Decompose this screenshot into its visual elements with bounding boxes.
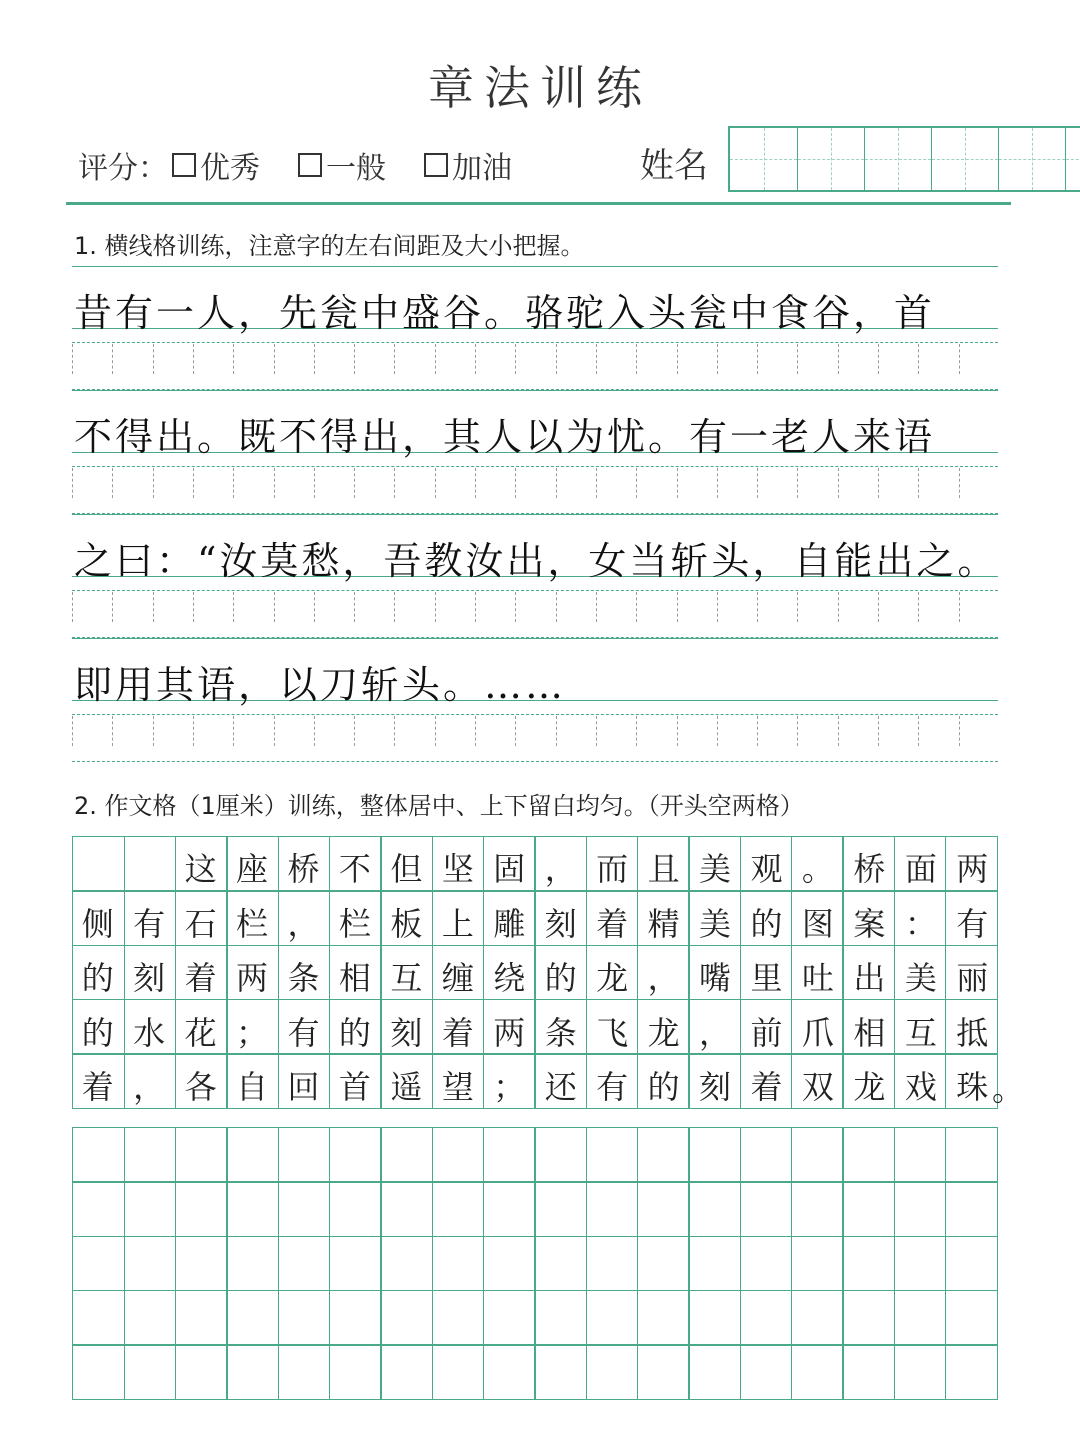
grid-character: 固 bbox=[493, 850, 526, 888]
grid-character: 有 bbox=[133, 904, 166, 943]
grid-column-line bbox=[842, 1128, 844, 1399]
spacing-tick bbox=[515, 468, 516, 498]
spacing-tick bbox=[314, 344, 315, 374]
grid-character: 上 bbox=[441, 904, 474, 943]
section2-heading: 2. 作文格（1厘米）训练，整体居中、上下留白均匀。（开头空两格） bbox=[74, 792, 804, 820]
grid-character: 飞 bbox=[596, 1013, 629, 1052]
spacing-tick bbox=[596, 344, 597, 374]
spacing-tick bbox=[556, 592, 557, 622]
grid-column-line bbox=[791, 1128, 793, 1399]
spacing-tick bbox=[757, 592, 758, 622]
lined-text-line: 不得出。既不得出，其人以为忧。有一老人来语 bbox=[74, 415, 936, 459]
grid-character: 石 bbox=[184, 904, 217, 943]
grid-character: 嘴 bbox=[699, 959, 732, 998]
spacing-tick bbox=[314, 716, 315, 746]
grid-character: 龙 bbox=[647, 1013, 680, 1052]
spacing-tick bbox=[797, 592, 798, 622]
grid-character: 的 bbox=[647, 1068, 680, 1107]
spacing-tick bbox=[394, 716, 395, 746]
spacing-tick bbox=[918, 468, 919, 498]
rating-option-label: 加油 bbox=[452, 151, 512, 186]
checkbox-excellent[interactable] bbox=[172, 153, 196, 177]
spacing-tick bbox=[193, 344, 194, 374]
grid-row-line bbox=[73, 1181, 997, 1183]
grid-row-line bbox=[73, 890, 997, 892]
spacing-tick bbox=[838, 592, 839, 622]
spacing-tick bbox=[757, 344, 758, 374]
grid-character: 回 bbox=[287, 1068, 320, 1107]
rating-row bbox=[78, 140, 550, 190]
grid-character: 刻 bbox=[544, 904, 577, 943]
guide-line-solid bbox=[72, 514, 998, 515]
spacing-tick bbox=[475, 468, 476, 498]
grid-column-line bbox=[637, 1128, 639, 1399]
spacing-tick bbox=[515, 716, 516, 746]
grid-character: 条 bbox=[287, 959, 320, 998]
section1-heading: 1. 横线格训练，注意字的左右间距及大小把握。 bbox=[74, 232, 585, 260]
grid-character: 绕 bbox=[493, 959, 526, 998]
rating-option-label: 一般 bbox=[326, 151, 386, 186]
grid-character: ， bbox=[699, 1013, 732, 1052]
name-cell[interactable] bbox=[797, 128, 864, 190]
grid-character: 桥 bbox=[287, 850, 320, 888]
grid-character: 双 bbox=[801, 1068, 834, 1107]
spacing-tick bbox=[394, 592, 395, 622]
spacing-tick bbox=[475, 716, 476, 746]
grid-column-line bbox=[380, 1128, 382, 1399]
spacing-tick bbox=[153, 592, 154, 622]
spacing-tick bbox=[274, 716, 275, 746]
spacing-tick bbox=[838, 344, 839, 374]
spacing-tick bbox=[636, 344, 637, 374]
grid-character: 出 bbox=[853, 959, 886, 998]
name-cell[interactable] bbox=[1065, 128, 1080, 190]
checkbox-try-harder[interactable] bbox=[424, 153, 448, 177]
header-divider bbox=[66, 202, 1011, 205]
grid-character: 案 bbox=[853, 904, 886, 943]
spacing-tick bbox=[556, 468, 557, 498]
rating-label: 评分： bbox=[78, 151, 168, 186]
grid-character: 水 bbox=[133, 1013, 166, 1052]
grid-character: 面 bbox=[904, 850, 937, 888]
spacing-tick bbox=[838, 468, 839, 498]
spacing-tick bbox=[959, 592, 960, 622]
grid-character: 桥 bbox=[853, 850, 886, 888]
spacing-tick bbox=[717, 344, 718, 374]
name-cell[interactable] bbox=[998, 128, 1065, 190]
spacing-tick bbox=[596, 592, 597, 622]
grid-character: 板 bbox=[390, 904, 423, 943]
grid-character: 的 bbox=[544, 959, 577, 998]
spacing-tick bbox=[797, 468, 798, 498]
spacing-tick bbox=[717, 716, 718, 746]
grid-character: 抵 bbox=[956, 1013, 989, 1052]
spacing-tick bbox=[959, 716, 960, 746]
grid-character: 栏 bbox=[338, 904, 371, 943]
grid-character: 着 bbox=[596, 904, 629, 943]
grid-character: 栏 bbox=[236, 904, 269, 943]
grid-character: ， bbox=[647, 959, 680, 998]
spacing-tick bbox=[112, 592, 113, 622]
grid-character: ， bbox=[544, 850, 577, 888]
grid-character: 座 bbox=[236, 850, 269, 888]
grid-character: 望 bbox=[441, 1068, 474, 1107]
grid-character: 而 bbox=[596, 850, 629, 888]
spacing-tick bbox=[878, 592, 879, 622]
guide-line-solid bbox=[72, 390, 998, 391]
spacing-tick bbox=[435, 592, 436, 622]
spacing-tick bbox=[596, 468, 597, 498]
checkbox-average[interactable] bbox=[298, 153, 322, 177]
spacing-tick bbox=[435, 468, 436, 498]
spacing-tick bbox=[475, 592, 476, 622]
grid-character: 吐 bbox=[801, 959, 834, 998]
spacing-tick bbox=[435, 344, 436, 374]
spacing-tick bbox=[636, 716, 637, 746]
grid-row-line bbox=[73, 1290, 997, 1292]
grid-character: 刻 bbox=[390, 1013, 423, 1052]
grid-character: 互 bbox=[390, 959, 423, 998]
grid-character: 两 bbox=[236, 959, 269, 998]
grid-character: 着 bbox=[750, 1068, 783, 1107]
spacing-tick bbox=[233, 592, 234, 622]
grid-character: 相 bbox=[853, 1013, 886, 1052]
spacing-tick bbox=[878, 716, 879, 746]
grid-character: 着 bbox=[81, 1068, 114, 1107]
spacing-tick bbox=[354, 592, 355, 622]
grid-character: 相 bbox=[338, 959, 371, 998]
spacing-tick bbox=[475, 344, 476, 374]
grid-character: 龙 bbox=[853, 1068, 886, 1107]
grid-character: 且 bbox=[647, 850, 680, 888]
guide-line-dashed bbox=[72, 466, 998, 467]
spacing-tick bbox=[274, 468, 275, 498]
spacing-tick bbox=[233, 344, 234, 374]
name-label: 姓名 bbox=[640, 146, 708, 186]
spacing-tick bbox=[757, 468, 758, 498]
grid-character: 美 bbox=[904, 959, 937, 998]
spacing-tick bbox=[72, 592, 73, 622]
grid-character: 自 bbox=[236, 1068, 269, 1107]
rating-option-excellent[interactable] bbox=[172, 143, 260, 187]
grid-character: 两 bbox=[493, 1013, 526, 1052]
spacing-tick bbox=[918, 716, 919, 746]
spacing-tick bbox=[233, 468, 234, 498]
grid-character: 遥 bbox=[390, 1068, 423, 1107]
grid-character: 着 bbox=[184, 959, 217, 998]
spacing-tick bbox=[153, 344, 154, 374]
spacing-tick bbox=[193, 716, 194, 746]
grid-character: 。 bbox=[801, 850, 834, 888]
grid-character: 龙 bbox=[596, 959, 629, 998]
spacing-tick bbox=[314, 592, 315, 622]
grid-column-line bbox=[688, 1128, 690, 1399]
grid-column-line bbox=[586, 1128, 588, 1399]
spacing-tick bbox=[354, 716, 355, 746]
grid-character: 美 bbox=[699, 850, 732, 888]
guide-line-solid bbox=[72, 638, 998, 639]
grid-column-line bbox=[740, 1128, 742, 1399]
spacing-tick bbox=[797, 344, 798, 374]
grid-row-line bbox=[73, 945, 997, 947]
grid-row-line bbox=[73, 1344, 997, 1346]
grid-column-line bbox=[124, 1128, 126, 1399]
spacing-tick bbox=[72, 468, 73, 498]
lined-text-line: 之曰：“汝莫愁，吾教汝出，女当斩头，自能出之。 bbox=[74, 539, 999, 583]
spacing-tick bbox=[717, 468, 718, 498]
spacing-tick bbox=[72, 716, 73, 746]
spacing-tick bbox=[636, 468, 637, 498]
grid-column-line bbox=[329, 1128, 331, 1399]
grid-column-line bbox=[278, 1128, 280, 1399]
grid-character: 有 bbox=[287, 1013, 320, 1052]
composition-blank-grid[interactable] bbox=[72, 1127, 998, 1400]
grid-character: ： bbox=[904, 904, 937, 943]
grid-column-line bbox=[945, 1128, 947, 1399]
name-cell[interactable] bbox=[730, 128, 797, 190]
grid-character: 图 bbox=[801, 904, 834, 943]
grid-character: 但 bbox=[390, 850, 423, 888]
spacing-tick bbox=[878, 468, 879, 498]
grid-character: 着 bbox=[441, 1013, 474, 1052]
grid-character: 刻 bbox=[133, 959, 166, 998]
grid-character: 首 bbox=[338, 1068, 371, 1107]
guide-line-dashed bbox=[72, 761, 998, 762]
spacing-tick bbox=[193, 592, 194, 622]
grid-character: 互 bbox=[904, 1013, 937, 1052]
spacing-tick bbox=[394, 344, 395, 374]
grid-character: 两 bbox=[956, 850, 989, 888]
grid-character: 的 bbox=[750, 904, 783, 943]
grid-character: 花 bbox=[184, 1013, 217, 1052]
grid-character: 戏 bbox=[904, 1068, 937, 1107]
spacing-tick bbox=[677, 468, 678, 498]
spacing-tick bbox=[959, 344, 960, 374]
guide-line-dashed bbox=[72, 342, 998, 343]
spacing-tick bbox=[314, 468, 315, 498]
spacing-tick bbox=[274, 344, 275, 374]
lined-text-line: 昔有一人，先瓮中盛谷。骆驼入头瓮中食谷，首 bbox=[74, 291, 936, 335]
spacing-tick bbox=[677, 716, 678, 746]
spacing-tick bbox=[72, 344, 73, 374]
grid-character: 的 bbox=[81, 959, 114, 998]
spacing-tick bbox=[677, 592, 678, 622]
spacing-tick bbox=[233, 716, 234, 746]
name-cell[interactable] bbox=[931, 128, 998, 190]
spacing-tick bbox=[677, 344, 678, 374]
grid-character: 缠 bbox=[441, 959, 474, 998]
grid-character: 的 bbox=[338, 1013, 371, 1052]
spacing-tick bbox=[918, 344, 919, 374]
spacing-tick bbox=[556, 716, 557, 746]
spacing-tick bbox=[112, 716, 113, 746]
spacing-tick bbox=[515, 344, 516, 374]
grid-column-line bbox=[226, 1128, 228, 1399]
spacing-tick bbox=[354, 468, 355, 498]
guide-line-dashed bbox=[72, 714, 998, 715]
grid-character: 刻 bbox=[699, 1068, 732, 1107]
grid-character: ； bbox=[493, 1068, 526, 1107]
grid-character: ， bbox=[133, 1068, 166, 1107]
rating-option-label: 优秀 bbox=[200, 151, 260, 186]
spacing-tick bbox=[112, 344, 113, 374]
grid-character: 这 bbox=[184, 850, 217, 888]
page-title: 章法训练 bbox=[428, 61, 652, 115]
grid-character: 有 bbox=[596, 1068, 629, 1107]
grid-character: 观 bbox=[750, 850, 783, 888]
spacing-tick bbox=[274, 592, 275, 622]
guide-line-solid bbox=[72, 266, 998, 267]
grid-character: 的 bbox=[81, 1013, 114, 1052]
spacing-tick bbox=[193, 468, 194, 498]
name-grid[interactable] bbox=[728, 126, 1080, 192]
rating-option-try-harder[interactable] bbox=[424, 143, 512, 187]
spacing-tick bbox=[717, 592, 718, 622]
grid-character: 雕 bbox=[493, 904, 526, 943]
lined-text-line: 即用其语，以刀斩头。…… bbox=[74, 663, 567, 707]
spacing-tick bbox=[878, 344, 879, 374]
spacing-tick bbox=[596, 716, 597, 746]
spacing-tick bbox=[435, 716, 436, 746]
grid-character: 爪 bbox=[801, 1013, 834, 1052]
grid-character: 各 bbox=[184, 1068, 217, 1107]
grid-column-line bbox=[894, 1128, 896, 1399]
grid-column-line bbox=[483, 1128, 485, 1399]
spacing-tick bbox=[918, 592, 919, 622]
spacing-tick bbox=[959, 468, 960, 498]
grid-character: 还 bbox=[544, 1068, 577, 1107]
grid-character: 侧 bbox=[81, 904, 114, 943]
grid-character: 不 bbox=[338, 850, 371, 888]
grid-column-line bbox=[175, 1128, 177, 1399]
grid-column-line bbox=[432, 1128, 434, 1399]
grid-character: 里 bbox=[750, 959, 783, 998]
spacing-tick bbox=[636, 592, 637, 622]
spacing-tick bbox=[838, 716, 839, 746]
grid-character: 珠 bbox=[956, 1068, 989, 1107]
spacing-tick bbox=[797, 716, 798, 746]
grid-character: ， bbox=[287, 904, 320, 943]
rating-option-average[interactable] bbox=[298, 143, 386, 187]
trailing-punctuation: 。 bbox=[991, 1070, 1024, 1108]
guide-line-dashed bbox=[72, 590, 998, 591]
spacing-tick bbox=[394, 468, 395, 498]
name-cell[interactable] bbox=[864, 128, 931, 190]
spacing-tick bbox=[757, 716, 758, 746]
grid-character: 精 bbox=[647, 904, 680, 943]
spacing-tick bbox=[515, 592, 516, 622]
grid-row-line bbox=[73, 1236, 997, 1238]
grid-character: ； bbox=[236, 1013, 269, 1052]
spacing-tick bbox=[153, 716, 154, 746]
grid-column-line bbox=[534, 1128, 536, 1399]
grid-character: 有 bbox=[956, 904, 989, 943]
grid-character: 条 bbox=[544, 1013, 577, 1052]
grid-character: 坚 bbox=[441, 850, 474, 888]
spacing-tick bbox=[556, 344, 557, 374]
grid-character: 前 bbox=[750, 1013, 783, 1052]
spacing-tick bbox=[354, 344, 355, 374]
grid-character: 美 bbox=[699, 904, 732, 943]
grid-character: 丽 bbox=[956, 959, 989, 998]
spacing-tick bbox=[112, 468, 113, 498]
spacing-tick bbox=[153, 468, 154, 498]
